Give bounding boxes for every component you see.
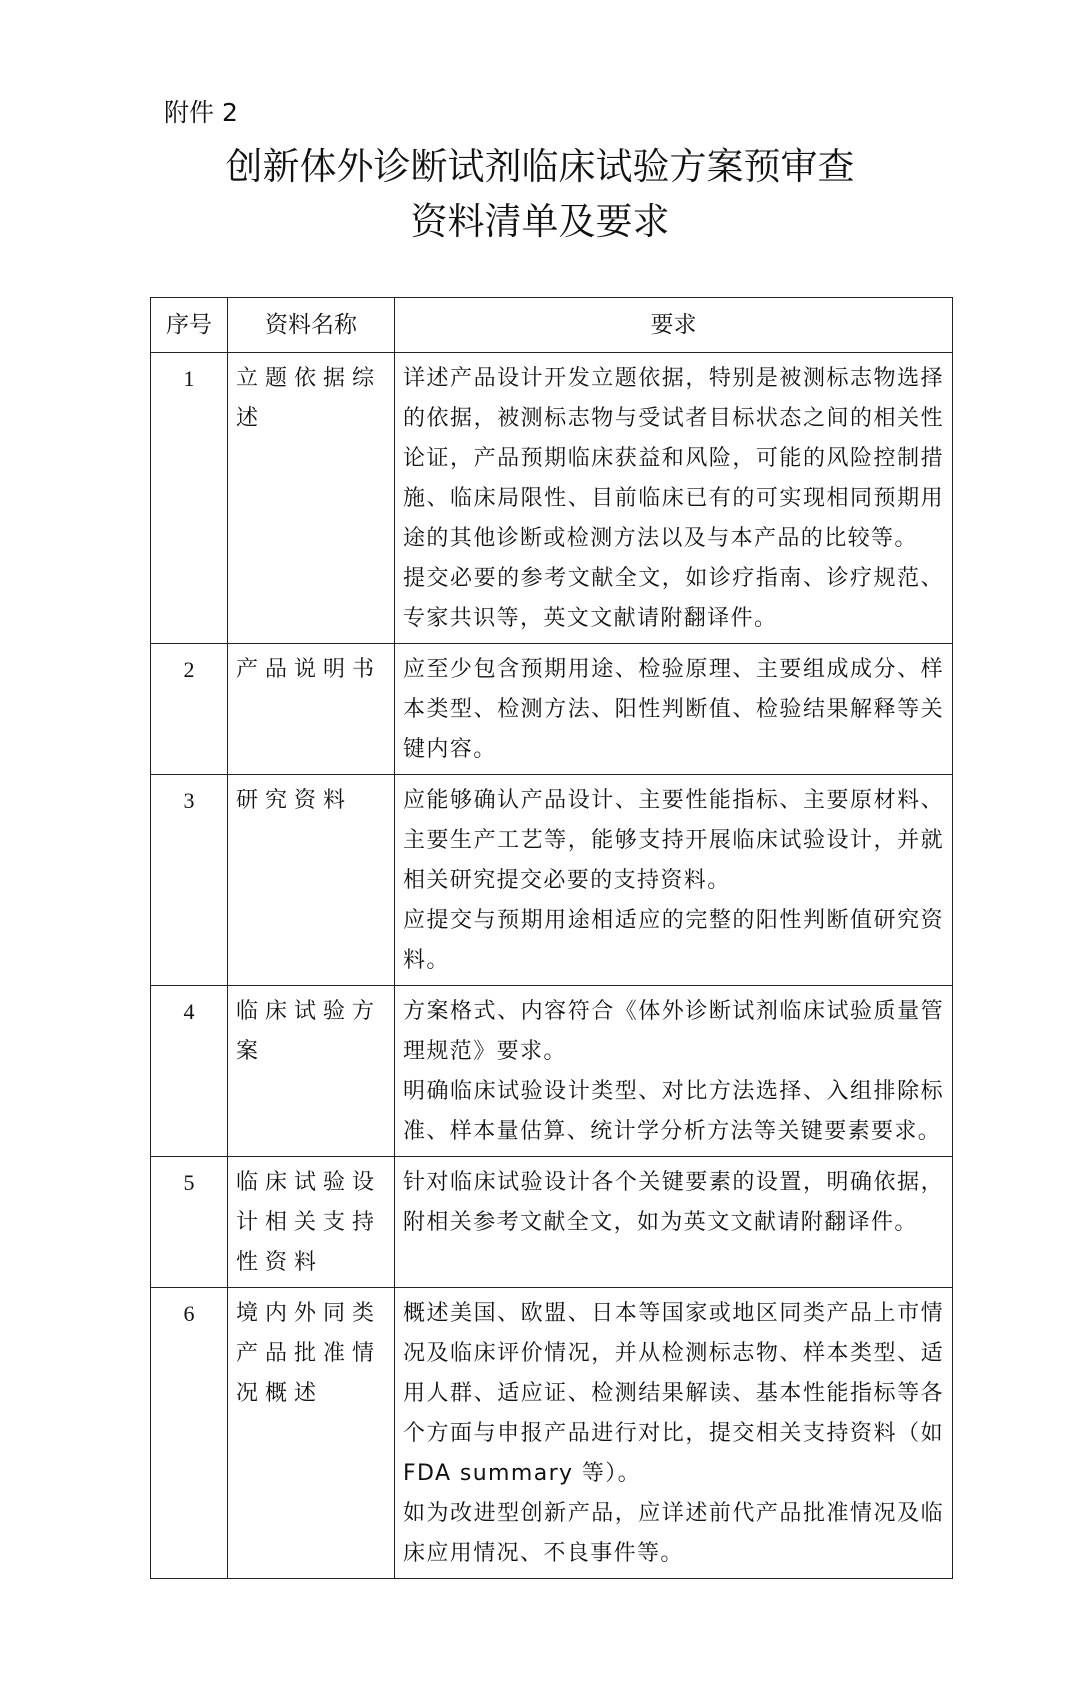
requirement-paragraph: 应能够确认产品设计、主要性能指标、主要原材料、主要生产工艺等，能够支持开展临床试验设计，并就相关研究提交必要的支持资料。 [403, 788, 944, 893]
requirements-cell [395, 644, 953, 775]
requirement-paragraph: 详述产品设计开发立题依据，特别是被测标志物选择的依据，被测标志物与受试者目标状态之间的相关性论证，产品预期临床获益和风险，可能的风险控制措施、临床局限性、目前临床已有的可实现相同预期用途的其他诊断或检测方法以及与本产品的比较等。 [403, 366, 944, 551]
requirement-paragraph: 提交必要的参考文献全文，如诊疗指南、诊疗规范、专家共识等，英文文献请附翻译件。 [403, 566, 944, 631]
header-requirements: 要求 [395, 298, 953, 353]
requirement-paragraph: 应至少包含预期用途、检验原理、主要组成成分、样本类型、检测方法、阳性判断值、检验结果解释等关键内容。 [403, 657, 944, 762]
requirements-cell [395, 353, 953, 644]
header-number: 序号 [151, 298, 228, 353]
row-number: 5 [151, 1157, 228, 1288]
requirement-paragraph: 如为改进型创新产品，应详述前代产品批准情况及临床应用情况、不良事件等。 [403, 1501, 944, 1566]
document-name-cell: 研究资料 [228, 775, 395, 986]
header-document-name: 资料名称 [228, 298, 395, 353]
row-number: 4 [151, 986, 228, 1157]
table-row [151, 353, 953, 644]
document-name-cell: 立题依据综述 [228, 353, 395, 644]
document-name-cell: 临床试验设计相关支持性资料 [228, 1157, 395, 1288]
table-row [151, 644, 953, 775]
requirements-table [150, 297, 953, 1579]
requirements-cell [395, 1288, 953, 1579]
table-row [151, 1157, 953, 1288]
table-row [151, 986, 953, 1157]
requirement-paragraph: 方案格式、内容符合《体外诊断试剂临床试验质量管理规范》要求。 [403, 999, 944, 1064]
row-number: 1 [151, 353, 228, 644]
row-number: 3 [151, 775, 228, 986]
document-name-cell: 境内外同类产品批准情况概述 [228, 1288, 395, 1579]
attachment-label: 附件 2 [164, 98, 238, 127]
requirement-paragraph: 明确临床试验设计类型、对比方法选择、入组排除标准、样本量估算、统计学分析方法等关键要素要求。 [403, 1079, 944, 1144]
requirements-cell [395, 986, 953, 1157]
document-name-cell: 产品说明书 [228, 644, 395, 775]
table-row [151, 1288, 953, 1579]
requirements-cell [395, 775, 953, 986]
requirement-paragraph: 概述美国、欧盟、日本等国家或地区同类产品上市情况及临床评价情况，并从检测标志物、样本类型、适用人群、适应证、检测结果解读、基本性能指标等各个方面与申报产品进行对比，提交相关支持资料（如 FDA summary 等）。 [403, 1301, 944, 1486]
table-header-row [151, 298, 953, 353]
row-number: 6 [151, 1288, 228, 1579]
document-title-line1: 创新体外诊断试剂临床试验方案预审查 [225, 145, 855, 188]
document-name-cell: 临床试验方案 [228, 986, 395, 1157]
table-row [151, 775, 953, 986]
requirements-cell [395, 1157, 953, 1288]
requirement-paragraph: 应提交与预期用途相适应的完整的阳性判断值研究资料。 [403, 908, 944, 973]
document-title-line2: 资料清单及要求 [410, 200, 670, 243]
requirement-paragraph: 针对临床试验设计各个关键要素的设置，明确依据，附相关参考文献全文，如为英文文献请附翻译件。 [403, 1170, 944, 1235]
row-number: 2 [151, 644, 228, 775]
